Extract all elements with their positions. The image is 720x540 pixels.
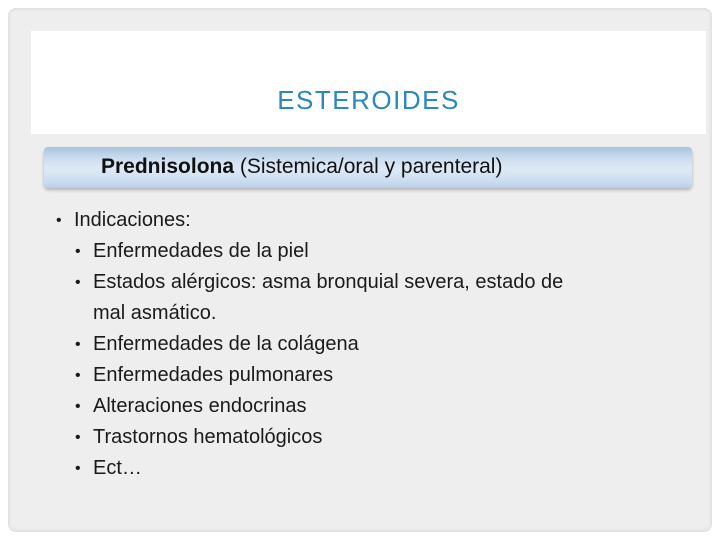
bullet-icon: •: [75, 274, 81, 291]
list-item-text: Enfermedades de la colágena: [93, 333, 359, 355]
subtitle-bar: [44, 147, 692, 188]
bullet-list: [56, 205, 686, 484]
list-item-text: Trastornos hematológicos: [93, 426, 323, 448]
list-item: [56, 236, 686, 267]
bullet-icon: •: [75, 460, 81, 477]
list-item: [56, 391, 686, 422]
list-item-text: Enfermedades pulmonares: [93, 364, 334, 386]
list-item-text-continued: mal asmático.: [93, 302, 217, 324]
title-box: [31, 31, 706, 134]
list-item: [56, 453, 686, 484]
subtitle: [101, 155, 502, 179]
bullet-icon: •: [75, 336, 81, 353]
subtitle-route: (Sistemica/oral y parenteral): [234, 155, 503, 178]
list-item-text: Enfermedades de la piel: [93, 240, 309, 262]
list-item: [56, 267, 686, 329]
list-item-text: Ect…: [93, 457, 142, 479]
list-item: [56, 329, 686, 360]
bullet-icon: •: [75, 429, 81, 446]
list-item: [56, 360, 686, 391]
bullet-icon: •: [56, 212, 62, 229]
bullet-icon: •: [75, 367, 81, 384]
list-item-text: Alteraciones endocrinas: [93, 395, 307, 417]
subtitle-drug-name: Prednisolona: [101, 155, 235, 178]
list-heading: Indicaciones:: [74, 209, 191, 231]
bullet-icon: •: [75, 398, 81, 415]
list-item: [56, 422, 686, 453]
slide-title: ESTEROIDES: [277, 85, 460, 115]
list-item-text: Estados alérgicos: asma bronquial severa, estado de: [93, 271, 564, 293]
bullet-icon: •: [75, 243, 81, 260]
list-item: [56, 205, 686, 236]
